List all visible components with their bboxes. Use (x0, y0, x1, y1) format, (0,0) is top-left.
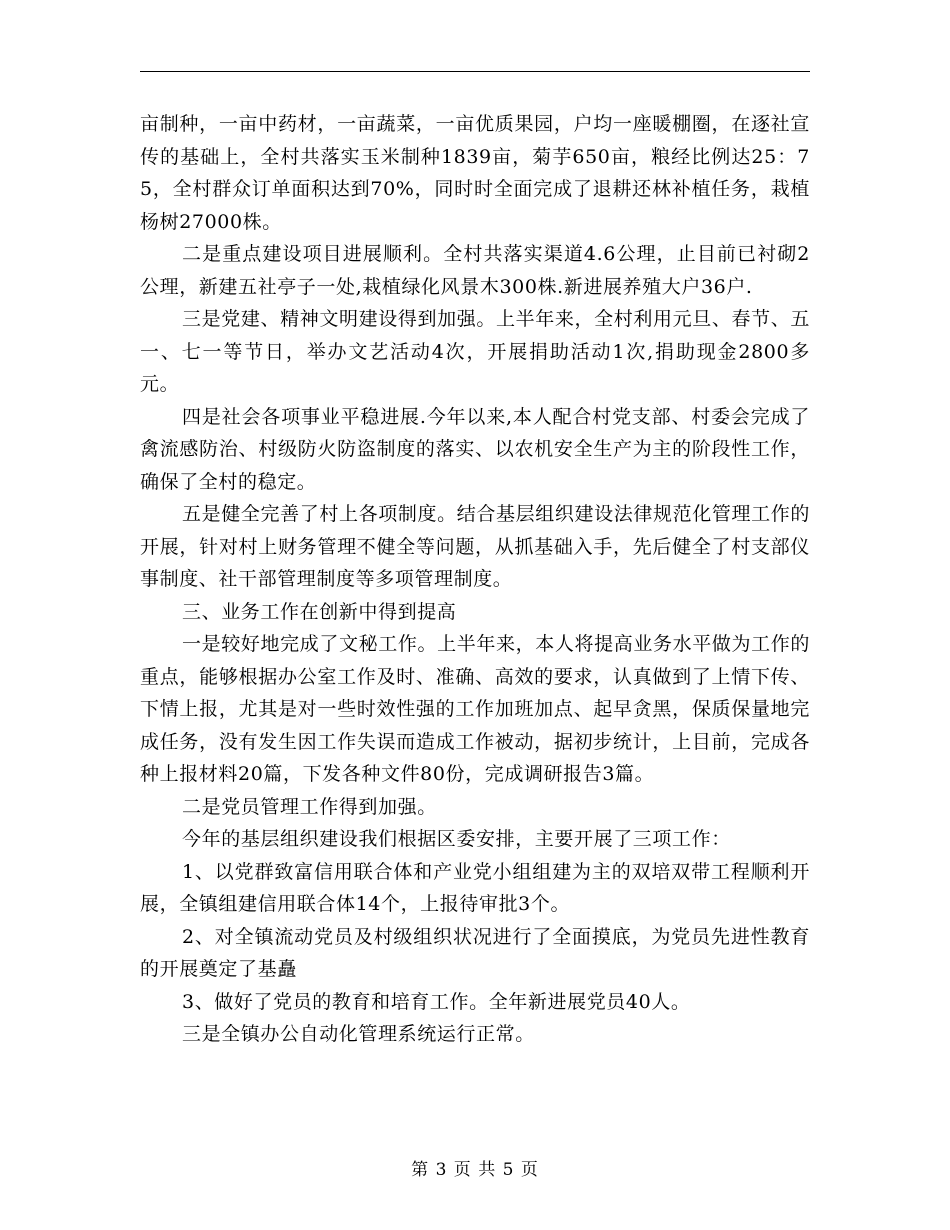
paragraph: 二是重点建设项目进展顺利。全村共落实渠道4.6公理，止目前已衬砌2公理，新建五社亭子一处,栽植绿化风景木300株.新进展养殖大户36户. (140, 243, 810, 298)
paragraph: 二是党员管理工作得到加强。 (182, 795, 437, 818)
paragraph: 四是社会各项事业平稳进展.今年以来,本人配合村党支部、村委会完成了禽流感防治、村级防火防盗制度的落实、以农机安全生产为主的阶段性工作，确保了全村的稳定。 (140, 405, 810, 493)
paragraph: 今年的基层组织建设我们根据区委安排，主要开展了三项工作： (182, 828, 731, 850)
header-rule (140, 71, 810, 72)
paragraph: 亩制种，一亩中药材，一亩蔬菜，一亩优质果园，户均一座暖棚圈，在逐社宣传的基础上，全村共落实玉米制种1839亩，菊芋650亩，粮经比例达25：75，全村群众订单面积达到70%，同时时全面完成了退耕还林补植任务，栽植杨树27000株。 (140, 113, 810, 233)
paragraph: 3、做好了党员的教育和培育工作。全年新进展党员40人。 (182, 990, 691, 1013)
paragraph: 2、对全镇流动党员及村级组织状况进行了全面摸底，为党员先进性教育的开展奠定了基矗 (140, 925, 810, 980)
document-body (140, 108, 810, 1051)
paragraph: 三、业务工作在创新中得到提高 (182, 600, 457, 623)
paragraph: 五是健全完善了村上各项制度。结合基层组织建设法律规范化管理工作的开展，针对村上财务管理不健全等问题，从抓基础入手，先后健全了村支部仪事制度、社干部管理制度等多项管理制度。 (140, 503, 810, 590)
paragraph: 三是党建、精神文明建设得到加强。上半年来，全村利用元旦、春节、五一、七一等节日，举办文艺活动4次，开展捐助活动1次,捐助现金2800多元。 (140, 308, 810, 395)
page-footer: 第 3 页 共 5 页 (411, 1160, 539, 1180)
paragraph: 三是全镇办公自动化管理系统运行正常。 (182, 1023, 535, 1045)
paragraph: 一是较好地完成了文秘工作。上半年来，本人将提高业务水平做为工作的重点，能够根据办公室工作及时、准确、高效的要求，认真做到了上情下传、下情上报，尤其是对一些时效性强的工作加班加点、起早贪黑，保质保量地完成任务，没有发生因工作失误而造成工作被动，据初步统计，上目前，完成各种上报材料20篇，下发各种文件80份，完成调研报告3篇。 (140, 633, 810, 785)
paragraph: 1、以党群致富信用联合体和产业党小组组建为主的双培双带工程顺利开展，全镇组建信用联合体14个，上报待审批3个。 (140, 860, 810, 915)
